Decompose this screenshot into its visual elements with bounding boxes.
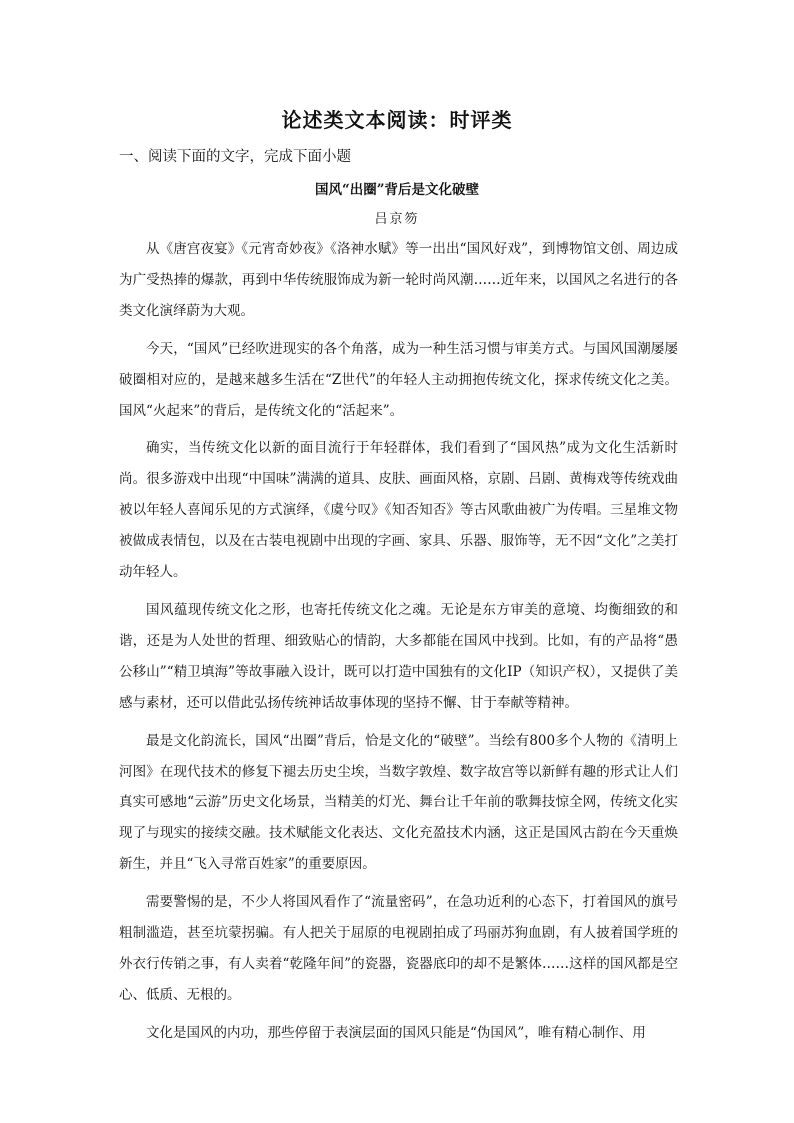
paragraph-1: 从《唐宫夜宴》《元宵奇妙夜》《洛神水赋》等一出出“国风好戏”，到博物馆文创、周边成为广受热捧的爆款，再到中华传统服饰成为新一轮时尚风潮……近年来，以国风之名进行的各类文化演绎蔚为大观。 bbox=[119, 241, 678, 319]
article-title: 国风“出圈”背后是文化破壁 bbox=[314, 182, 480, 198]
paragraph-5: 最是文化韵流长，国风“出圈”背后，恰是文化的“破壁”。当绘有800多个人物的《清明上河图》在现代技术的修复下褪去历史尘埃，当数字敦煌、数字故宫等以新鲜有趣的形式让人们真实可感地“云游”历史文化场景，当精美的灯光、舞台让千年前的歌舞技惊全网，传统文化实现了与现实的接续交融。技术赋能文化表达、文化充盈技术内涵，这正是国风古韵在今天重焕新生，并且“飞入寻常百姓家”的重要原因。 bbox=[119, 732, 678, 873]
paragraph-6: 需要警惕的是，不少人将国风看作了“流量密码”，在急功近利的心态下，打着国风的旗号粗制滥造，甚至坑蒙拐骗。有人把关于屈原的电视剧拍成了玛丽苏狗血剧，有人披着国学班的外衣行传销之事，有人卖着“乾隆年间”的瓷器，瓷器底印的却不是繁体……这样的国风都是空心、低质、无根的。 bbox=[119, 894, 678, 1003]
paragraph-7: 文化是国风的内功，那些停留于表演层面的国风只能是“伪国风”，唯有精心制作、用 bbox=[146, 1024, 646, 1041]
paragraph-3: 确实，当传统文化以新的面目流行于年轻群体，我们看到了“国风热”成为文化生活新时尚。很多游戏中出现“中国味”满满的道具、皮肤、画面风格，京剧、吕剧、黄梅戏等传统戏曲被以年轻人喜闻乐见的方式演绎，《虞兮叹》《知否知否》等古风歌曲被广为传唱。三星堆文物被做成表情包，以及在古装电视剧中出现的字画、家具、乐器、服饰等，无不因“文化”之美打动年轻人。 bbox=[119, 440, 678, 581]
page-title: 论述类文本阅读：时评类 bbox=[281, 108, 513, 132]
question-instruction: 一、阅读下面的文字，完成下面小题 bbox=[119, 149, 351, 165]
article-body bbox=[119, 234, 678, 1056]
paragraph-4: 国风蕴现传统文化之形，也寄托传统文化之魂。无论是东方审美的意境、均衡细致的和谐，还是为人处世的哲理、细致贴心的情韵，大多都能在国风中找到。比如，有的产品将“愚公移山”“精卫填海”等故事融入设计，既可以打造中国独有的文化IP（知识产权），又提供了美感与素材，还可以借此弘扬传统神话故事体现的坚持不懈、甘于奉献等精神。 bbox=[119, 601, 678, 711]
paragraph-2: 今天，“国风”已经吹进现实的各个角落，成为一种生活习惯与审美方式。与国风国潮屡屡破圈相对应的，是越来越多生活在“Z世代”的年轻人主动拥抱传统文化，探求传统文化之美。国风“火起来”的背后，是传统文化的“活起来”。 bbox=[119, 340, 678, 419]
article-author: 吕京笏 bbox=[374, 212, 420, 227]
